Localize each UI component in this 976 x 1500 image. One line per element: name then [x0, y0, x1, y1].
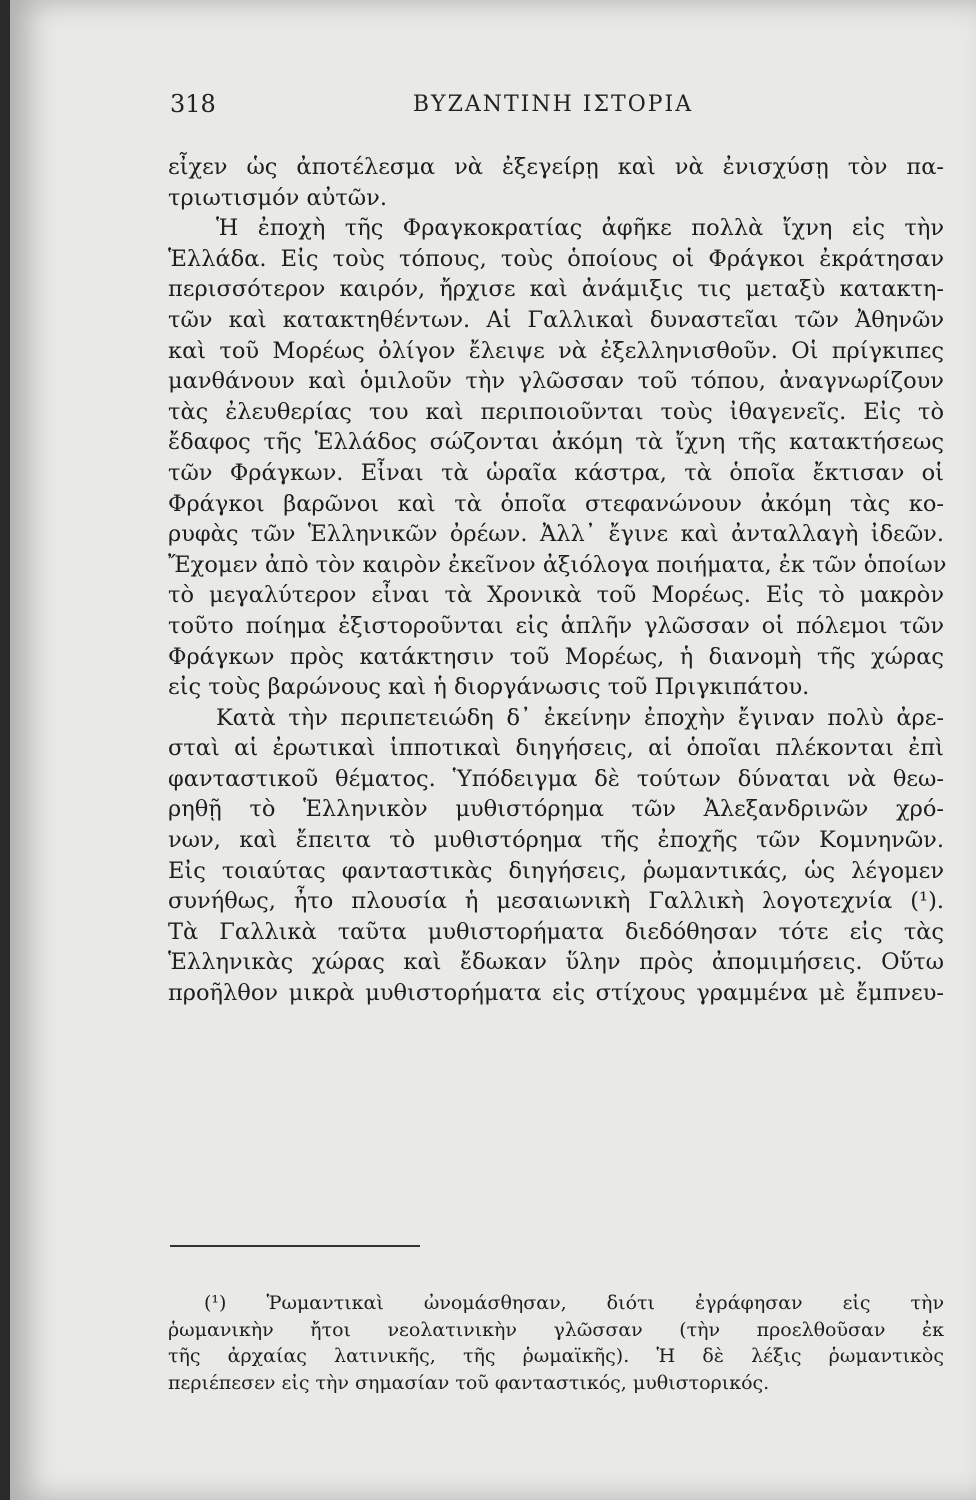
body-text: [168, 152, 947, 1009]
body-line: Ἔχομεν ἀπὸ τὸν καιρὸν ἐκεῖνον ἀξιόλογα ποιήματα, ἐκ τῶν ὁποίων: [168, 551, 947, 578]
body-line: συνήθως, ἦτο πλουσία ἡ μεσαιωνικὴ Γαλλικὴ λογοτεχνία (¹).: [168, 888, 944, 915]
body-line: περισσότερον καιρόν, ἤρχισε καὶ ἀνάμιξις τις μεταξὺ κατακτη-: [168, 276, 944, 303]
body-line: τὸ μεγαλύτερον εἶναι τὰ Χρονικὰ τοῦ Μορέως. Εἰς τὸ μακρὸν: [168, 582, 944, 609]
footnote-line: τῆς ἀρχαίας λατινικῆς, τῆς ῥωμαϊκῆς). Ἡ δὲ λέξις ῥωμαντικὸς: [168, 1345, 944, 1367]
running-title: ΒΥΖΑΝΤΙΝΗ ΙΣΤΟΡΙΑ: [412, 92, 694, 117]
body-line: εἰς τοὺς βαρώνους καὶ ἡ διοργάνωσις τοῦ Πριγκιπάτου.: [168, 674, 810, 701]
page-number: 318: [170, 90, 216, 118]
body-line: Ἑλληνικὰς χώρας καὶ ἔδωκαν ὕλην πρὸς ἀπομιμήσεις. Οὕτω: [168, 949, 944, 976]
footnote-line: (¹) Ῥωμαντικαὶ ὠνομάσθησαν, διότι ἐγράφησαν εἰς τὴν: [204, 1292, 944, 1314]
body-line: Ἑλλάδα. Εἰς τοὺς τόπους, τοὺς ὁποίους οἱ Φράγκοι ἐκράτησαν: [168, 245, 944, 272]
body-line: μανθάνουν καὶ ὁμιλοῦν τὴν γλῶσσαν τοῦ τόπου, ἀναγνωρίζουν: [168, 368, 944, 395]
footnote-rule: [170, 1245, 420, 1247]
body-line: εἶχεν ὡς ἀποτέλεσμα νὰ ἐξεγείρῃ καὶ νὰ ἐνισχύσῃ τὸν πα-: [168, 154, 944, 180]
footnote-line: περιέπεσεν εἰς τὴν σημασίαν τοῦ φανταστικός, μυθιστορικός.: [168, 1371, 770, 1394]
footnote-line: ῥωμανικὴν ἤτοι νεολατινικὴν γλῶσσαν (τὴν προελθοῦσαν ἐκ: [168, 1318, 944, 1341]
body-line: Κατὰ τὴν περιπετειώδη δ᾽ ἐκείνην ἐποχὴν ἔγιναν πολὺ ἀρε-: [216, 704, 944, 731]
body-line: ρυφὰς τῶν Ἑλληνικῶν ὀρέων. Ἀλλ᾽ ἔγινε καὶ ἀνταλλαγὴ ἰδεῶν.: [168, 521, 944, 548]
body-line: Εἰς τοιαύτας φανταστικὰς διηγήσεις, ῥωμαντικάς, ὡς λέγομεν: [168, 857, 944, 884]
body-line: Φράγκοι βαρῶνοι καὶ τὰ ὁποῖα στεφανώνουν ἀκόμη τὰς κο-: [168, 490, 944, 517]
footnote: [168, 1290, 944, 1396]
page-header: [170, 90, 936, 130]
body-line: τῶν καὶ κατακτηθέντων. Αἱ Γαλλικαὶ δυναστεῖαι τῶν Ἀθηνῶν: [168, 306, 944, 333]
body-line: ρηθῇ τὸ Ἑλληνικὸν μυθιστόρημα τῶν Ἀλεξανδρινῶν χρό-: [168, 796, 944, 823]
body-line: καὶ τοῦ Μορέως ὀλίγον ἔλειψε νὰ ἐξελληνισθοῦν. Οἱ πρίγκιπες: [168, 337, 944, 364]
body-line: τὰς ἐλευθερίας του καὶ περιποιοῦνται τοὺς ἰθαγενεῖς. Εἰς τὸ: [168, 398, 944, 425]
body-line: τριωτισμόν αὐτῶν.: [168, 184, 387, 211]
body-line: Ἡ ἐποχὴ τῆς Φραγκοκρατίας ἀφῆκε πολλὰ ἴχνη εἰς τὴν: [216, 215, 944, 242]
body-line: ἔδαφος τῆς Ἑλλάδος σώζονται ἀκόμη τὰ ἴχνη τῆς κατακτήσεως: [168, 429, 944, 456]
body-line: Φράγκων πρὸς κατάκτησιν τοῦ Μορέως, ἡ διανομὴ τῆς χώρας: [168, 643, 944, 670]
body-line: νων, καὶ ἔπειτα τὸ μυθιστόρημα τῆς ἐποχῆς τῶν Κομνηνῶν.: [168, 827, 944, 854]
book-page: [10, 0, 976, 1500]
body-line: φανταστικοῦ θέματος. Ὑπόδειγμα δὲ τούτων δύναται νὰ θεω-: [168, 765, 944, 792]
body-line: Τὰ Γαλλικὰ ταῦτα μυθιστορήματα διεδόθησαν τότε εἰς τὰς: [168, 918, 944, 945]
body-line: τοῦτο ποίημα ἐξιστοροῦνται εἰς ἁπλῆν γλῶσσαν οἱ πόλεμοι τῶν: [168, 612, 944, 639]
body-line: σταὶ αἱ ἐρωτικαὶ ἱπποτικαὶ διηγήσεις, αἱ ὁποῖαι πλέκονται ἐπὶ: [168, 735, 944, 762]
body-line: προῆλθον μικρὰ μυθιστορήματα εἰς στίχους γραμμένα μὲ ἔμπνευ-: [168, 980, 944, 1007]
body-line: τῶν Φράγκων. Εἶναι τὰ ὡραῖα κάστρα, τὰ ὁποῖα ἔκτισαν οἱ: [168, 459, 944, 486]
